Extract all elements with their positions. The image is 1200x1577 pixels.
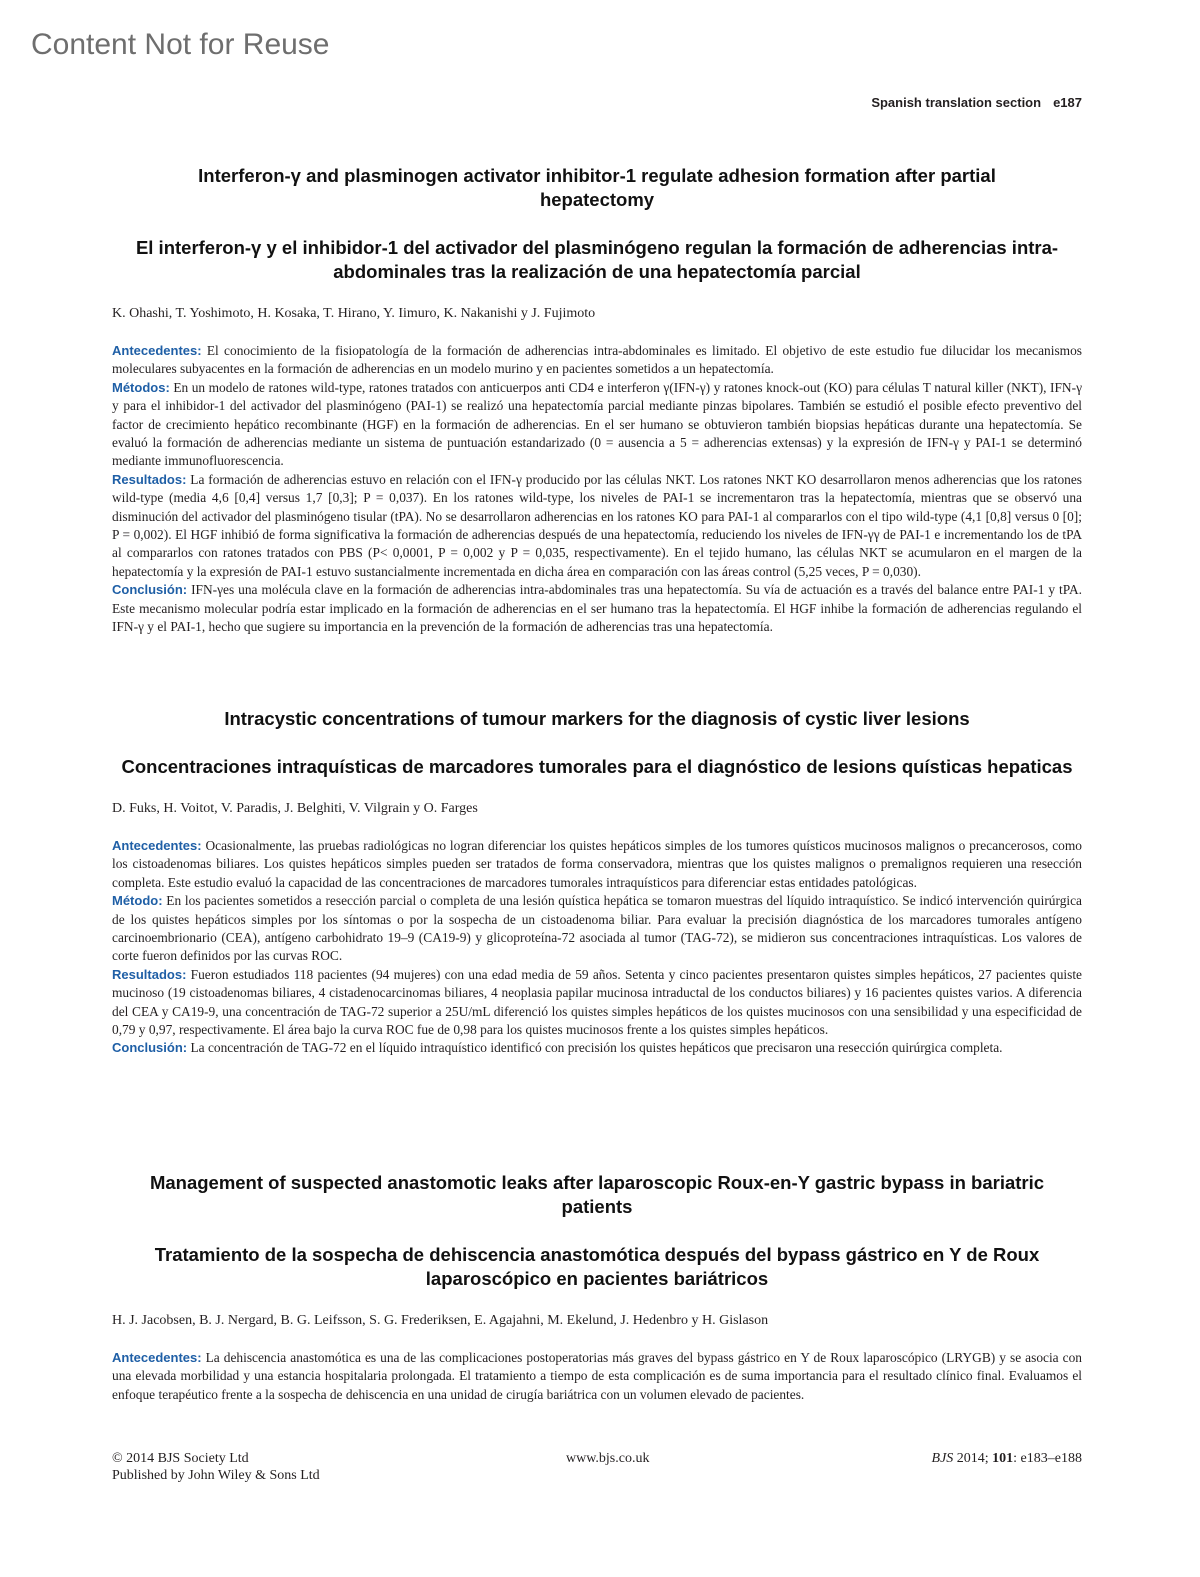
abstract-section bbox=[112, 581, 1082, 636]
running-head bbox=[871, 95, 1082, 110]
footer-volume: 101 bbox=[992, 1451, 1014, 1466]
section-text: La concentración de TAG-72 en el líquido intraquístico identificó con precisión los quistes hepáticos que precisaron una resección quirúrgica completa. bbox=[190, 1040, 1003, 1056]
section-text: IFN-γes una molécula clave en la formación de adherencias intra-abdominales tras una hepatectomía. Su vía de actuación es a través del balance entre PAI-1 y tPA. Este mecanismo molecular podría estar implicado en la formación de adherencias en el ser humano tras la hepatectomía. El HGF inhibe la formación de adherencias regulando el IFN-γ y el PAI-1, hecho que sugiere su importancia en la prevención de la formación de adherencias tras una hepatectomía. bbox=[112, 582, 1083, 635]
article-title-es: El interferon-γ y el inhibidor-1 del activador del plasminógeno regulan la formación de adherencias intra-abdominales tras la realización de una hepatectomía parcial bbox=[135, 237, 1059, 282]
article-title-en: Interferon-γ and plasminogen activator inhibitor-1 regulate adhesion formation after partial hepatectomy bbox=[198, 165, 996, 210]
section-text: El conocimiento de la fisiopatología de la formación de adherencias intra-abdominales es limitado. El objetivo de este estudio fue dilucidar los mecanismos moleculares subyacentes en la formación de adherencias en un modelo murino y en pacientes sometidos a un hepatectomía. bbox=[112, 343, 1082, 377]
abstract-section bbox=[112, 892, 1082, 966]
article-authors: D. Fuks, H. Voitot, V. Paradis, J. Belghiti, V. Vilgrain y O. Farges bbox=[112, 801, 478, 816]
section-text: Fueron estudiados 118 pacientes (94 mujeres) con una edad media de 59 años. Setenta y cinco pacientes presentaron quistes simples hepáticos, 27 pacientes quiste mucinoso (19 cistoadenomas biliares, 4 cistadenocarcinomas biliares, 4 neoplasia papilar mucinosa intraductal de los conductos biliares) y 16 pacientes quistes varios. A diferencia del CEA y CA19-9, una concentración de TAG-72 superior a 25U/mL diferenció los quistes simples hepáticos de los quistes mucinosos con una sensibilidad y una especificidad de 0,79 y 0,97, respectivamente. El área bajo la curva ROC fue de 0,98 para los quistes mucinosos frente a los quistes simples hepáticos. bbox=[112, 966, 1082, 1038]
section-label: Método: bbox=[112, 893, 163, 909]
section-text: La dehiscencia anastomótica es una de las complicaciones postoperatorias más graves del bypass gástrico en Y de Roux laparoscópico (LRYGB) y se asocia con una elevada morbilidad y una estancia hospitalaria prolongada. El tratamiento a tiempo de esta complicación es de suma importancia para el resultado clínico final. Evaluamos el enfoque terapéutico frente a la sospecha de dehiscencia en una unidad de cirugía bariátrica con un volumen elevado de pacientes. bbox=[112, 1350, 1082, 1402]
abstract-section bbox=[112, 837, 1082, 892]
abstract-section bbox=[112, 342, 1082, 379]
footer-citation bbox=[932, 1450, 1082, 1467]
footer-url[interactable]: www.bjs.co.uk bbox=[566, 1451, 650, 1466]
page-number: e187 bbox=[1053, 95, 1082, 110]
section-label: Métodos: bbox=[112, 379, 170, 395]
section-label: Conclusión: bbox=[112, 1040, 188, 1056]
article-title-en: Intracystic concentrations of tumour markers for the diagnosis of cystic liver lesions bbox=[224, 708, 970, 729]
article-2 bbox=[112, 707, 1082, 1058]
article-1 bbox=[112, 164, 1082, 637]
abstract-section bbox=[112, 471, 1082, 581]
abstract-section bbox=[112, 966, 1082, 1040]
abstract bbox=[112, 1349, 1082, 1404]
running-head-section: Spanish translation section bbox=[871, 95, 1042, 110]
abstract bbox=[112, 837, 1082, 1058]
abstract-section bbox=[112, 1349, 1082, 1404]
footer-copyright: © 2014 BJS Society Ltd bbox=[112, 1451, 249, 1466]
section-label: Conclusión: bbox=[112, 582, 188, 598]
section-text: En los pacientes sometidos a resección parcial o completa de una lesión quística hepática se tomaron muestras del líquido intraquístico. Se indicó intervención quirúrgica de los quistes hepáticos simples por los síntomas o por la sospecha de un cistoadenoma biliar. Para evaluar la precisión diagnóstica de los marcadores tumorales antígeno carcinoembrionario (CEA), antígeno carbohidrato 19–9 (CA19-9) y glicoproteína-72 asociada al tumor (TAG-72), se midieron sus concentraciones intraquísticas. Los valores de corte fueron definidos por las curvas ROC. bbox=[112, 893, 1082, 964]
footer-year: 2014; bbox=[956, 1451, 989, 1466]
article-title-en: Management of suspected anastomotic leaks after laparoscopic Roux-en-Y gastric bypass in bariatric patients bbox=[149, 1172, 1045, 1217]
abstract bbox=[112, 342, 1082, 637]
article-title-es: Tratamiento de la sospecha de dehiscencia anastomótica después del bypass gástrico en Y de Roux laparoscópico en pacientes bariátricos bbox=[154, 1244, 1040, 1289]
section-text: Ocasionalmente, las pruebas radiológicas no logran diferenciar los quistes hepáticos simples de los tumores quísticos mucinosos malignos o precancerosos, como los cistoadenomas biliares. Los quistes hepáticos simples pueden ser tratados de forma conservadora, mientras que los quistes malignos o premalignos requieren una resección completa. Este estudio evaluó la capacidad de las concentraciones de marcadores tumorales intraquísticos para diferenciar estas entidades patológicas. bbox=[112, 838, 1082, 890]
article-title-es: Concentraciones intraquísticas de marcadores tumorales para el diagnóstico de lesions quísticas hepaticas bbox=[121, 756, 1073, 777]
section-label: Antecedentes: bbox=[112, 838, 202, 853]
section-label: Resultados: bbox=[112, 966, 187, 982]
abstract-section bbox=[112, 379, 1082, 471]
section-label: Antecedentes: bbox=[112, 1350, 202, 1365]
footer-journal: BJS bbox=[931, 1451, 954, 1466]
footer-publisher: Published by John Wiley & Sons Ltd bbox=[112, 1468, 320, 1483]
article-authors: H. J. Jacobsen, B. J. Nergard, B. G. Leifsson, S. G. Frederiksen, E. Agajahni, M. Ekelund, J. Hedenbro y H. Gislason bbox=[112, 1313, 769, 1328]
article-3 bbox=[112, 1171, 1082, 1404]
article-authors: K. Ohashi, T. Yoshimoto, H. Kosaka, T. Hirano, Y. Iimuro, K. Nakanishi y J. Fujimoto bbox=[112, 306, 596, 321]
watermark: Content Not for Reuse bbox=[31, 28, 330, 61]
section-label: Antecedentes: bbox=[112, 343, 202, 358]
abstract-section bbox=[112, 1039, 1082, 1057]
section-label: Resultados: bbox=[112, 471, 187, 487]
footer-copyright-block bbox=[112, 1450, 320, 1484]
section-text: En un modelo de ratones wild-type, ratones tratados con anticuerpos anti CD4 e interferon γ(IFN-γ) y ratones knock-out (KO) para células T natural killer (NKT), IFN-γ y para el inhibidor-1 del activador del plasminógeno (PAI-1) se realizó una hepatectomía parcial mediante pinzas bipolares. También se estudió el posible efecto preventivo del factor de crecimiento hepático recombinante (HGF) en la formación de adherencias. En el ser humano se obtuvieron también biopsias hepáticas durante una hepatectomía. Se evaluó la formación de adherencias mediante un sistema de puntuación estandarizado (0 = ausencia a 5 = adherencias extensas) y la expresión de IFN-γ y PAI-1 se determinó mediante immunofluorescencia. bbox=[112, 379, 1082, 469]
section-text: La formación de adherencias estuvo en relación con el IFN-γ producido por las células NKT. Los ratones NKT KO desarrollaron menos adherencias que los ratones wild-type (media 4,6 [0,4] versus 1,7 [0,3]; P = 0,037). En los ratones wild-type, los niveles de PAI-1 se incrementaron tras la hepatectomía, mientras que se observó una disminución del activador del plasminógeno tisular (tPA). No se desarrollaron adherencias en los ratones KO para PAI-1 al compararlos con el tipo wild-type (4,1 [0,8] versus 0 [0]; P = 0,002). El HGF inhibió de forma significativa la formación de adherencias después de una hepatectomía, reduciendo los niveles de IFN-γγ de PAI-1 e incrementando los de tPA al compararlos con ratones tratados con PBS (P< 0,0001, P = 0,002 y P = 0,035, respectivamente). En el tejido humano, las células NKT se acumularon en el margen de la hepatectomía y la expresión de PAI-1 estuvo sustancialmente incrementada en dicha área en comparación con las áreas control (5,25 veces, P = 0,030). bbox=[112, 471, 1082, 579]
footer-pages: : e183–e188 bbox=[1013, 1451, 1082, 1466]
